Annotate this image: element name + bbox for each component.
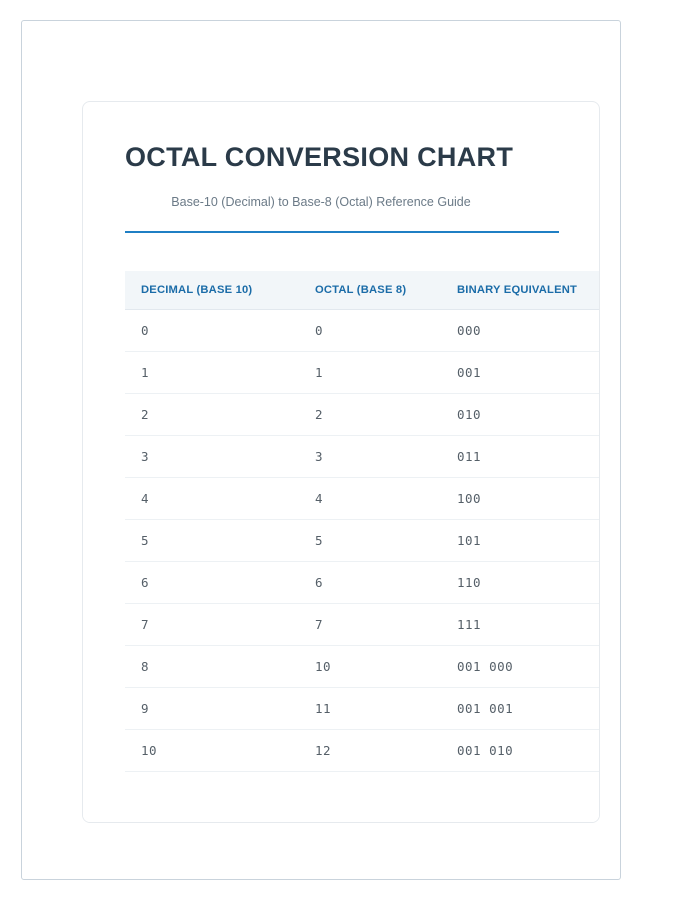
table-header <box>125 271 600 310</box>
table-row <box>125 352 600 394</box>
cell-binary: 011 <box>441 436 600 478</box>
table-header-row <box>125 271 600 310</box>
cell-octal: 6 <box>299 562 441 604</box>
octal-conversion-table <box>125 271 600 772</box>
cell-octal: 1 <box>299 352 441 394</box>
cell-octal: 4 <box>299 478 441 520</box>
cell-decimal: 7 <box>125 604 299 646</box>
cell-octal: 11 <box>299 688 441 730</box>
page-title: OCTAL CONVERSION CHART <box>125 142 514 172</box>
cell-binary: 001 000 <box>441 646 600 688</box>
document-card <box>82 101 600 823</box>
page-subtitle: Base-10 (Decimal) to Base-8 (Octal) Reference Guide <box>171 195 471 210</box>
table-body <box>125 310 600 772</box>
cell-binary: 110 <box>441 562 600 604</box>
table-row <box>125 604 600 646</box>
cell-decimal: 10 <box>125 730 299 772</box>
column-header-binary: BINARY EQUIVALENT <box>441 271 600 310</box>
cell-octal: 2 <box>299 394 441 436</box>
column-header-octal: OCTAL (BASE 8) <box>299 271 441 310</box>
table-row <box>125 394 600 436</box>
cell-octal: 12 <box>299 730 441 772</box>
cell-octal: 7 <box>299 604 441 646</box>
cell-decimal: 5 <box>125 520 299 562</box>
cell-decimal: 2 <box>125 394 299 436</box>
column-header-decimal: DECIMAL (BASE 10) <box>125 271 299 310</box>
cell-octal: 10 <box>299 646 441 688</box>
cell-decimal: 3 <box>125 436 299 478</box>
cell-decimal: 9 <box>125 688 299 730</box>
table-row <box>125 310 600 352</box>
title-divider <box>125 231 559 233</box>
cell-binary: 010 <box>441 394 600 436</box>
cell-binary: 000 <box>441 310 600 352</box>
page-frame <box>21 20 621 880</box>
table-row <box>125 730 600 772</box>
table-row <box>125 520 600 562</box>
cell-binary: 001 010 <box>441 730 600 772</box>
cell-decimal: 6 <box>125 562 299 604</box>
table-row <box>125 646 600 688</box>
table-row <box>125 436 600 478</box>
table-row <box>125 562 600 604</box>
table-row <box>125 688 600 730</box>
cell-decimal: 4 <box>125 478 299 520</box>
cell-octal: 3 <box>299 436 441 478</box>
cell-binary: 001 001 <box>441 688 600 730</box>
card-bottom-fade <box>83 810 599 822</box>
cell-decimal: 1 <box>125 352 299 394</box>
table-row <box>125 478 600 520</box>
card-content <box>83 102 599 772</box>
cell-octal: 5 <box>299 520 441 562</box>
cell-binary: 001 <box>441 352 600 394</box>
cell-decimal: 8 <box>125 646 299 688</box>
cell-binary: 100 <box>441 478 600 520</box>
cell-binary: 111 <box>441 604 600 646</box>
cell-binary: 101 <box>441 520 600 562</box>
cell-octal: 0 <box>299 310 441 352</box>
cell-decimal: 0 <box>125 310 299 352</box>
